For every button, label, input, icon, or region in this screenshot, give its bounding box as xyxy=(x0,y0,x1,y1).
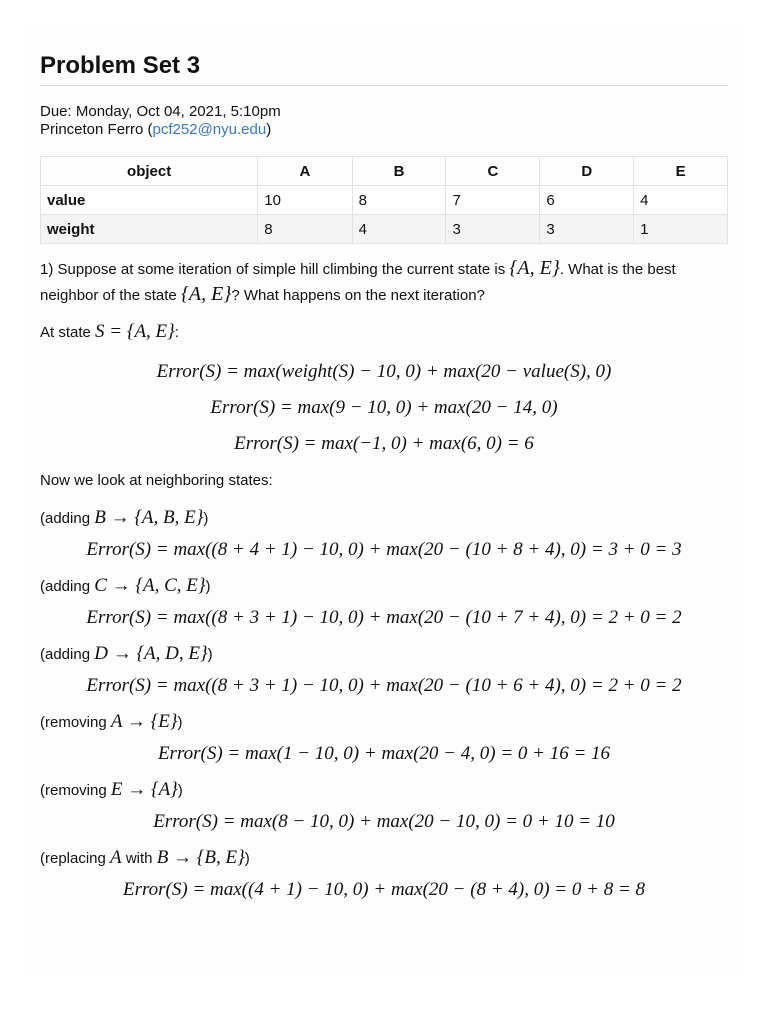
table-cell: 3 xyxy=(446,215,540,244)
question-set-2: {A, E} xyxy=(180,283,232,305)
author-email-link[interactable]: pcf252@nyu.edu xyxy=(152,121,267,138)
page-title: Problem Set 3 xyxy=(40,52,728,86)
neighbor-label-close: ) xyxy=(205,578,211,595)
table-cell: 8 xyxy=(258,215,352,244)
neighbor-label-math: C → {A, C, E} xyxy=(94,575,206,596)
neighbor-label xyxy=(40,779,728,801)
question-middle: . What is the best neighbor of the state xyxy=(40,261,676,304)
neighbors-intro: Now we look at neighboring states: xyxy=(40,472,273,489)
neighbor-equation: Error(S) = max((8 + 4 + 1) − 10, 0) + max(20 − (10 + 8 + 4), 0) = 3 + 0 = 3 xyxy=(86,539,682,560)
at-state-line xyxy=(40,320,728,345)
table-header-cell: D xyxy=(540,157,634,186)
neighbor-label xyxy=(40,643,728,665)
table-cell: 1 xyxy=(634,215,728,244)
neighbor-label xyxy=(40,575,728,597)
table-cell: 4 xyxy=(352,215,446,244)
neighbor-label-math: A → {E} xyxy=(110,711,178,732)
table-cell: 8 xyxy=(352,186,446,215)
header-meta xyxy=(40,103,728,139)
table-cell: 10 xyxy=(258,186,352,215)
neighbor-equation: Error(S) = max((8 + 3 + 1) − 10, 0) + max(20 − (10 + 7 + 4), 0) = 2 + 0 = 2 xyxy=(86,607,682,628)
neighbor-label-math: D → {A, D, E} xyxy=(94,643,208,664)
question-set-1: {A, E} xyxy=(509,257,560,279)
neighbor-label-close: ) xyxy=(203,510,209,527)
at-state-math: S = {A, E} xyxy=(95,321,175,342)
author-line: Princeton Ferro (pcf252@nyu.edu) xyxy=(40,121,272,138)
table-cell: weight xyxy=(41,215,258,244)
neighbor-label-text: (adding xyxy=(40,510,91,527)
neighbor-label-close: ) xyxy=(177,714,183,731)
error-equation: Error(S) = max(9 − 10, 0) + max(20 − 14, 0) xyxy=(210,397,558,418)
table-header-cell: C xyxy=(446,157,540,186)
neighbor-label-text: with xyxy=(125,850,153,867)
due-date: Due: Monday, Oct 04, 2021, 5:10pm xyxy=(40,103,281,120)
question-suffix: ? What happens on the next iteration? xyxy=(231,287,485,304)
neighbor-label-text: (removing xyxy=(40,782,107,799)
at-state-suffix: : xyxy=(174,324,179,341)
neighbor-label-text: (removing xyxy=(40,714,107,731)
document-page xyxy=(24,24,744,976)
table-header-cell: E xyxy=(634,157,728,186)
table-header-cell: A xyxy=(258,157,352,186)
neighbor-equation: Error(S) = max(1 − 10, 0) + max(20 − 4, 0) = 0 + 16 = 16 xyxy=(157,743,611,764)
table-cell: 3 xyxy=(540,215,634,244)
neighbor-label-math: B → {A, B, E} xyxy=(94,507,204,528)
question-prefix: 1) Suppose at some iteration of simple hill climbing the current state is xyxy=(40,261,506,278)
table-cell: 4 xyxy=(634,186,728,215)
neighbor-equation: Error(S) = max((8 + 3 + 1) − 10, 0) + max(20 − (10 + 6 + 4), 0) = 2 + 0 = 2 xyxy=(86,675,682,696)
table-cell: 7 xyxy=(446,186,540,215)
error-equation: Error(S) = max(−1, 0) + max(6, 0) = 6 xyxy=(234,433,534,454)
table-cell: 6 xyxy=(540,186,634,215)
table-header-cell: B xyxy=(352,157,446,186)
neighbor-equation: Error(S) = max(8 − 10, 0) + max(20 − 10, 0) = 0 + 10 = 10 xyxy=(153,811,615,832)
neighbor-label xyxy=(40,507,728,529)
neighbor-label xyxy=(40,847,728,869)
table-cell: value xyxy=(41,186,258,215)
author-name: Princeton Ferro xyxy=(40,121,144,138)
table-header-cell: object xyxy=(41,157,258,186)
table-header-row xyxy=(41,157,728,186)
neighbor-label-math: A xyxy=(110,847,122,868)
neighbor-label-text: (replacing xyxy=(40,850,106,867)
neighbor-label-close: ) xyxy=(177,782,183,799)
at-state-prefix: At state xyxy=(40,324,91,341)
neighbor-equation: Error(S) = max((4 + 1) − 10, 0) + max(20 − (8 + 4), 0) = 0 + 8 = 8 xyxy=(122,879,646,900)
neighbor-label xyxy=(40,711,728,733)
items-table xyxy=(40,156,728,244)
neighbor-label-close: ) xyxy=(244,850,250,867)
error-equation: Error(S) = max(weight(S) − 10, 0) + max(20 − value(S), 0) xyxy=(156,361,612,382)
neighbor-label-text: (adding xyxy=(40,578,91,595)
table-row xyxy=(41,186,728,215)
table-row xyxy=(41,215,728,244)
neighbor-label-math: B → {B, E} xyxy=(156,847,245,868)
question-paragraph xyxy=(40,256,728,308)
neighbor-label-text: (adding xyxy=(40,646,91,663)
neighbor-label-math: E → {A} xyxy=(110,779,178,800)
neighbor-label-close: ) xyxy=(207,646,213,663)
